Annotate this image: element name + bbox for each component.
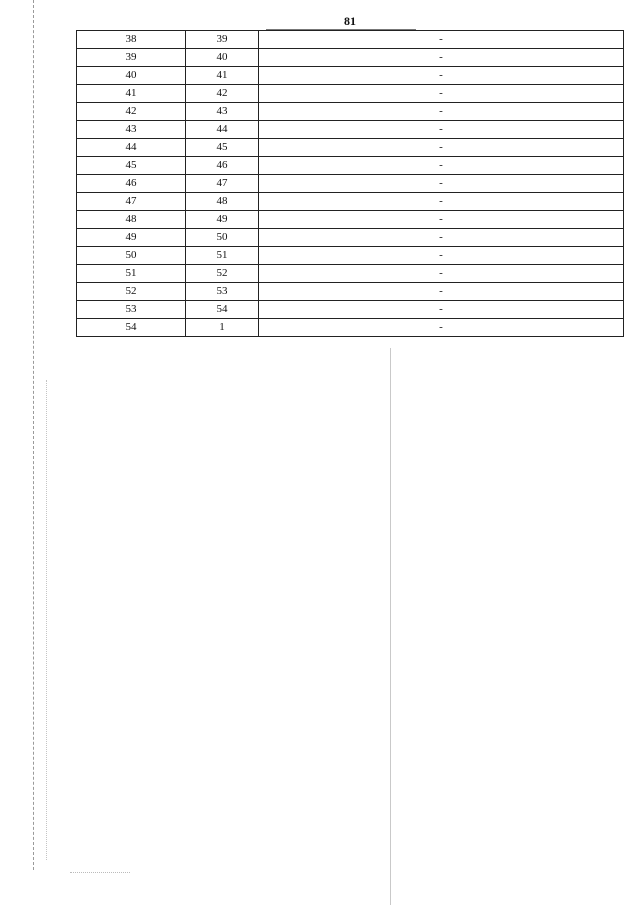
table-cell-from: 49 — [77, 229, 186, 247]
table-cell-from: 46 — [77, 175, 186, 193]
table-cell-to: 47 — [186, 175, 259, 193]
table-row — [77, 67, 624, 85]
scan-specks — [70, 872, 130, 876]
table-cell-from: 39 — [77, 49, 186, 67]
table-cell-note: - — [259, 211, 624, 229]
table-row — [77, 121, 624, 139]
table-cell-from: 44 — [77, 139, 186, 157]
table-cell-to: 42 — [186, 85, 259, 103]
table-cell-to: 1 — [186, 319, 259, 337]
table-row — [77, 157, 624, 175]
table-cell-from: 54 — [77, 319, 186, 337]
table-cell-note: - — [259, 283, 624, 301]
table-cell-from: 41 — [77, 85, 186, 103]
table-cell-note: - — [259, 49, 624, 67]
page-number: 81 — [344, 14, 356, 28]
scan-edge-left — [33, 0, 34, 870]
table-cell-from: 38 — [77, 31, 186, 49]
table-cell-from: 53 — [77, 301, 186, 319]
table-cell-to: 44 — [186, 121, 259, 139]
table-cell-note: - — [259, 85, 624, 103]
table-cell-from: 43 — [77, 121, 186, 139]
table-row — [77, 139, 624, 157]
table-row — [77, 193, 624, 211]
table-cell-to: 46 — [186, 157, 259, 175]
table-cell-note: - — [259, 175, 624, 193]
table-cell-to: 39 — [186, 31, 259, 49]
table-cell-note: - — [259, 139, 624, 157]
table-row — [77, 319, 624, 337]
table-cell-to: 45 — [186, 139, 259, 157]
table-row — [77, 265, 624, 283]
table-cell-to: 40 — [186, 49, 259, 67]
table-cell-to: 50 — [186, 229, 259, 247]
table-cell-from: 51 — [77, 265, 186, 283]
table-cell-to: 54 — [186, 301, 259, 319]
data-table — [76, 30, 624, 337]
table-body — [77, 31, 624, 337]
table-cell-to: 53 — [186, 283, 259, 301]
table-row — [77, 85, 624, 103]
scan-edge-inner — [46, 380, 47, 860]
table-cell-to: 51 — [186, 247, 259, 265]
table-row — [77, 175, 624, 193]
table-cell-from: 52 — [77, 283, 186, 301]
table-cell-note: - — [259, 301, 624, 319]
table-cell-note: - — [259, 319, 624, 337]
table-row — [77, 103, 624, 121]
table-cell-from: 48 — [77, 211, 186, 229]
table-cell-note: - — [259, 229, 624, 247]
table-cell-note: - — [259, 265, 624, 283]
table-row — [77, 31, 624, 49]
table-row — [77, 211, 624, 229]
table-cell-from: 50 — [77, 247, 186, 265]
table-row — [77, 283, 624, 301]
table-cell-from: 47 — [77, 193, 186, 211]
table-cell-to: 49 — [186, 211, 259, 229]
table-row — [77, 49, 624, 67]
table-cell-note: - — [259, 103, 624, 121]
table-cell-to: 48 — [186, 193, 259, 211]
table-cell-from: 40 — [77, 67, 186, 85]
table-cell-to: 52 — [186, 265, 259, 283]
table-row — [77, 247, 624, 265]
table-cell-note: - — [259, 31, 624, 49]
table-cell-note: - — [259, 157, 624, 175]
table-cell-note: - — [259, 247, 624, 265]
table-cell-from: 42 — [77, 103, 186, 121]
page-fold-line — [390, 348, 391, 905]
table-cell-note: - — [259, 193, 624, 211]
table-cell-note: - — [259, 67, 624, 85]
table-cell-note: - — [259, 121, 624, 139]
table-cell-from: 45 — [77, 157, 186, 175]
table-row — [77, 301, 624, 319]
table-cell-to: 41 — [186, 67, 259, 85]
table-row — [77, 229, 624, 247]
table-cell-to: 43 — [186, 103, 259, 121]
